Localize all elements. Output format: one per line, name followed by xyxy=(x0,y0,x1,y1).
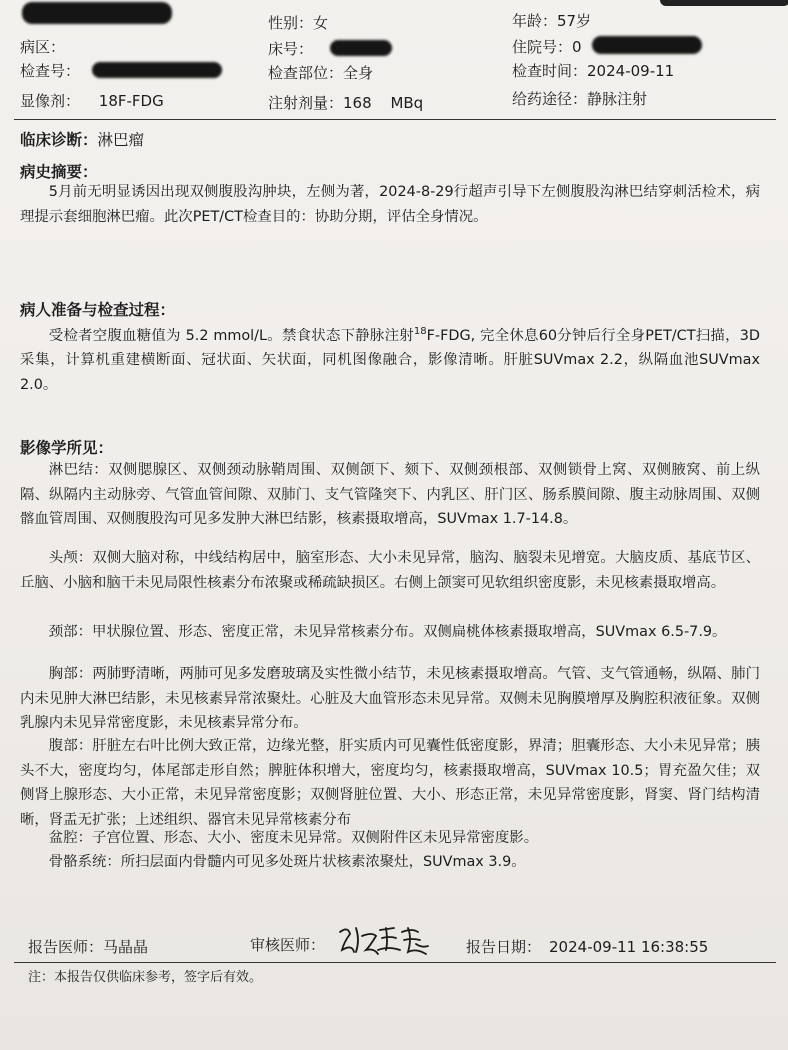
signature-image xyxy=(334,922,434,958)
dose-label: 注射剂量： xyxy=(268,94,344,112)
findings-pelvis: 盆腔：子宫位置、形态、大小、密度未见异常。双侧附件区未见异常密度影。 xyxy=(48,830,539,846)
gender-label: 性别： xyxy=(268,14,314,32)
gender-value: 女 xyxy=(313,14,329,32)
ward-label: 病区： xyxy=(20,38,66,56)
reviewer-label: 审核医师： xyxy=(250,936,326,954)
reporter-value: 马晶晶 xyxy=(103,938,149,956)
report-date-field xyxy=(466,936,708,957)
findings-title: 影像学所见： xyxy=(20,439,114,457)
hospital-no-field xyxy=(512,36,582,57)
reporter-field xyxy=(28,936,148,957)
findings-neck: 颈部：甲状腺位置、形态、密度正常，未见异常核素分布。双侧扁桃体核素摄取增高，SUVmax 6.5-7.9。 xyxy=(48,624,727,640)
page-corner-mark xyxy=(660,0,788,6)
preparation-text xyxy=(20,320,760,397)
agent-label: 显像剂： xyxy=(20,92,81,110)
findings-lymph: 淋巴结：双侧腮腺区、双侧颈动脉鞘周围、双侧颌下、颏下、双侧颈根部、双侧锁骨上窝、双侧腋窝、前上纵隔、纵隔内主动脉旁、气管血管间隙、双肺门、支气管隆突下、内乳区、肝门区、肠系膜间隙、腹主动脉周围、双侧髂血管周围、双侧腹股沟可见多发肿大淋巴结影，核素摄取增高，SUVmax 1.7-14.8。 xyxy=(20,462,760,527)
agent-field xyxy=(20,90,164,111)
bed-field xyxy=(268,38,313,59)
redaction-exam-no xyxy=(92,62,222,78)
hospital-no-value: 0 xyxy=(572,38,582,56)
reviewer-field xyxy=(250,934,325,955)
route-value: 静脉注射 xyxy=(587,90,648,108)
preparation-text-part1: 受检者空腹血糖值为 5.2 mmol/L。禁食状态下静脉注射 xyxy=(48,327,414,344)
exam-time-field xyxy=(512,60,674,81)
reporter-label: 报告医师： xyxy=(28,938,104,956)
exam-no-label: 检查号： xyxy=(20,62,81,80)
exam-time-label: 检查时间： xyxy=(512,62,588,80)
exam-no-field xyxy=(20,60,80,81)
redaction-bed xyxy=(330,40,392,56)
bed-label: 床号： xyxy=(268,40,314,58)
reviewer-signature xyxy=(334,922,434,958)
findings-abdomen: 腹部：肝脏左右叶比例大致正常，边缘光整，肝实质内可见囊性低密度影，界清；胆囊形态、大小未见异常；胰头不大，密度均匀，体尾部走形自然；脾脏体积增大，密度均匀，核素摄取增高，SUVmax 10.5；胃充盈欠佳；双侧肾上腺形态、大小正常，未见异常密度影；双侧肾脏位置、大小、形态正常，未见异常密度影，肾窦、肾门结构清晰，肾盂无扩张；上述组织、器官未见异常核素分布 xyxy=(20,738,760,828)
exam-part-value: 全身 xyxy=(343,64,374,82)
ward-field xyxy=(20,36,65,57)
age-value: 57岁 xyxy=(557,12,592,30)
dose-unit: MBq xyxy=(390,94,424,112)
findings-bone: 骨骼系统：所扫层面内骨髓内可见多处斑片状核素浓聚灶，SUVmax 3.9。 xyxy=(48,854,526,870)
footer-note: 注：本报告仅供临床参考，签字后有效。 xyxy=(28,970,263,985)
redaction-hospital-no xyxy=(592,36,702,54)
footer-divider xyxy=(14,962,776,963)
exam-time-value: 2024-09-11 xyxy=(587,62,675,80)
history-text: 5月前无明显诱因出现双侧腹股沟肿块，左侧为著，2024-8-29行超声引导下左侧腹股沟淋巴结穿刺活检术，病理提示套细胞淋巴瘤。此次PET/CT检查目的：协助分期，评估全身情况。 xyxy=(20,184,760,225)
preparation-text-part2: F-FDG, 完全休息60分钟后行全身PET/CT扫描，3D采集，计算机重建横断面、冠状面、矢状面，同机图像融合，影像清晰。肝脏SUVmax 2.2，纵隔血池SUVmax 2.0。 xyxy=(20,327,760,393)
report-date-label: 报告日期： xyxy=(466,938,542,956)
preparation-title: 病人准备与检查过程： xyxy=(20,301,176,319)
exam-part-field xyxy=(268,62,373,83)
dose-value: 168 xyxy=(343,94,372,112)
age-label: 年龄： xyxy=(512,12,558,30)
history-title: 病史摘要： xyxy=(20,163,98,181)
exam-part-label: 检查部位： xyxy=(268,64,344,82)
agent-value: 18F-FDG xyxy=(98,92,164,110)
findings-head: 头颅：双侧大脑对称，中线结构居中，脑室形态、大小未见异常，脑沟、脑裂未见增宽。大脑皮质、基底节区、丘脑、小脑和脑干未见局限性核素分布浓聚或稀疏缺损区。右侧上颌窦可见软组织密度影，未见核素摄取增高。 xyxy=(20,550,760,591)
diagnosis-value: 淋巴瘤 xyxy=(97,131,145,149)
findings-chest: 胸部：两肺野清晰，两肺可见多发磨玻璃及实性微小结节，未见核素摄取增高。气管、支气管通畅，纵隔、肺门内未见肿大淋巴结影，未见核素异常浓聚灶。心脏及大血管形态未见异常。双侧未见胸膜增厚及胸腔积液征象。双侧乳腺内未见异常密度影，未见核素异常分布。 xyxy=(20,666,760,731)
diagnosis xyxy=(20,128,144,150)
report-date-value: 2024-09-11 16:38:55 xyxy=(549,938,709,956)
isotope-superscript: 18 xyxy=(413,326,427,337)
gender-field xyxy=(268,12,328,33)
dose-field xyxy=(268,92,423,113)
route-field xyxy=(512,88,647,109)
route-label: 给药途径： xyxy=(512,90,588,108)
hospital-no-label: 住院号： xyxy=(512,38,573,56)
age-field xyxy=(512,10,591,31)
diagnosis-label: 临床诊断： xyxy=(20,131,98,149)
header-divider xyxy=(14,119,776,120)
redaction-name xyxy=(22,2,172,24)
